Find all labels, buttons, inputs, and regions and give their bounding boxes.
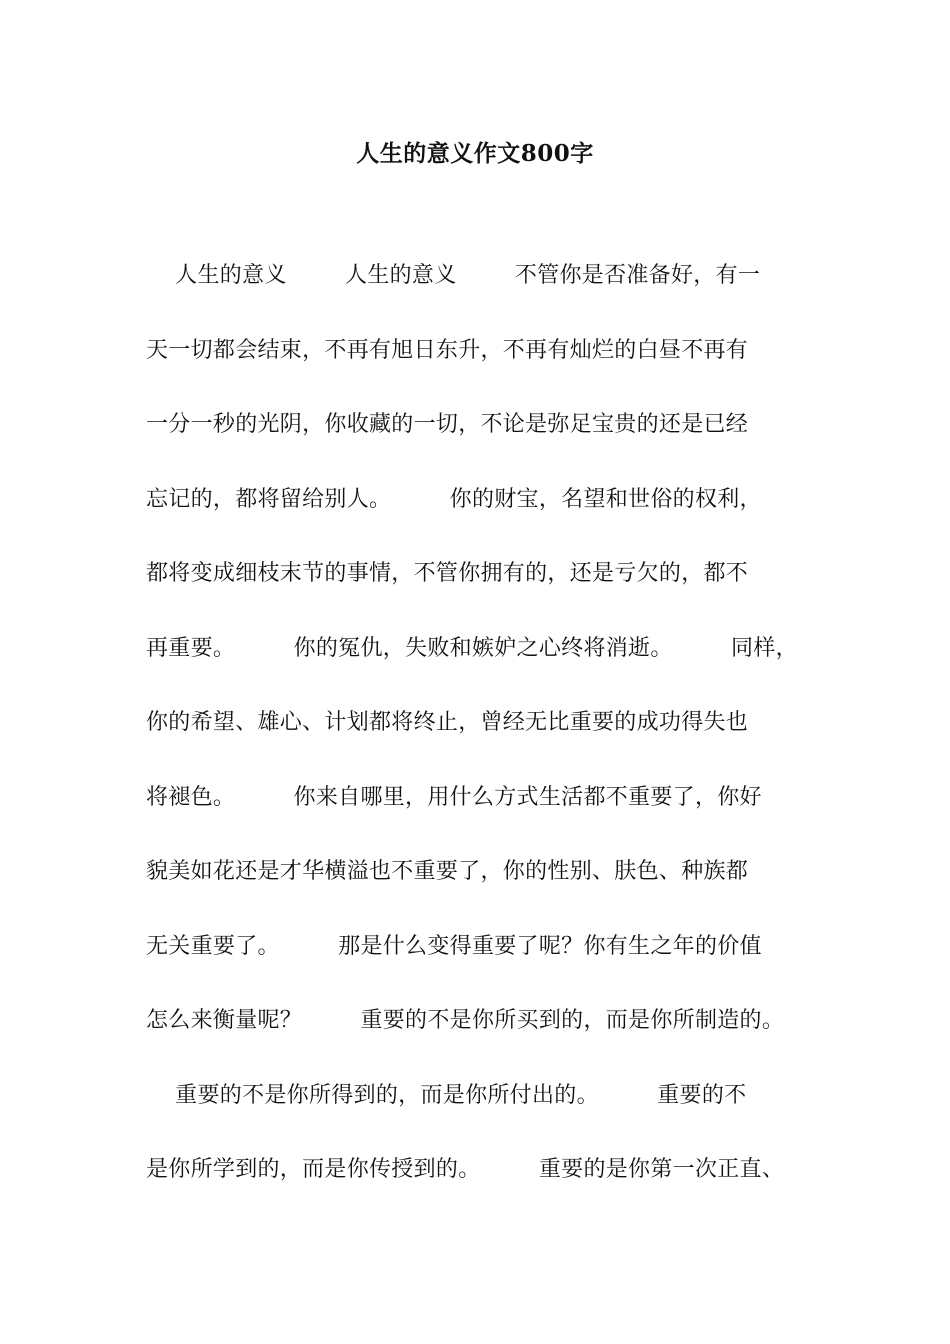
body-line: 一分一秒的光阴，你收藏的一切，不论是弥足宝贵的还是已经 — [146, 412, 749, 437]
document-title: 人生的意义作文800字 — [356, 140, 594, 167]
body-line: 都将变成细枝末节的事情，不管你拥有的，还是亏欠的，都不 — [146, 561, 749, 586]
body-line: 无关重要了。 那是什么变得重要了呢？你有生之年的价值 — [146, 933, 762, 959]
body-line: 重要的不是你所得到的，而是你所付出的。 重要的不 — [146, 1082, 747, 1108]
body-line: 人生的意义 人生的意义 不管你是否准备好，有一 — [146, 263, 761, 288]
body-line: 貌美如花还是才华横溢也不重要了，你的性别、肤色、种族都 — [146, 859, 749, 884]
body-line: 是你所学到的，而是你传授到的。 重要的是你第一次正直、 — [146, 1157, 785, 1182]
body-line: 怎么来衡量呢？ 重要的不是你所买到的，而是你所制造的。 — [146, 1008, 785, 1033]
body-line: 忘记的，都将留给别人。 你的财宝，名望和世俗的权利， — [146, 486, 762, 512]
document-body — [146, 253, 826, 1222]
body-line: 天一切都会结束，不再有旭日东升，不再有灿烂的白昼不再有 — [146, 337, 749, 363]
body-line: 再重要。 你的冤仇，失败和嫉妒之心终将消逝。 同样， — [146, 635, 798, 661]
body-line: 将褪色。 你来自哪里，用什么方式生活都不重要了，你好 — [146, 784, 762, 810]
body-line: 你的希望、雄心、计划都将终止，曾经无比重要的成功得失也 — [146, 710, 749, 735]
